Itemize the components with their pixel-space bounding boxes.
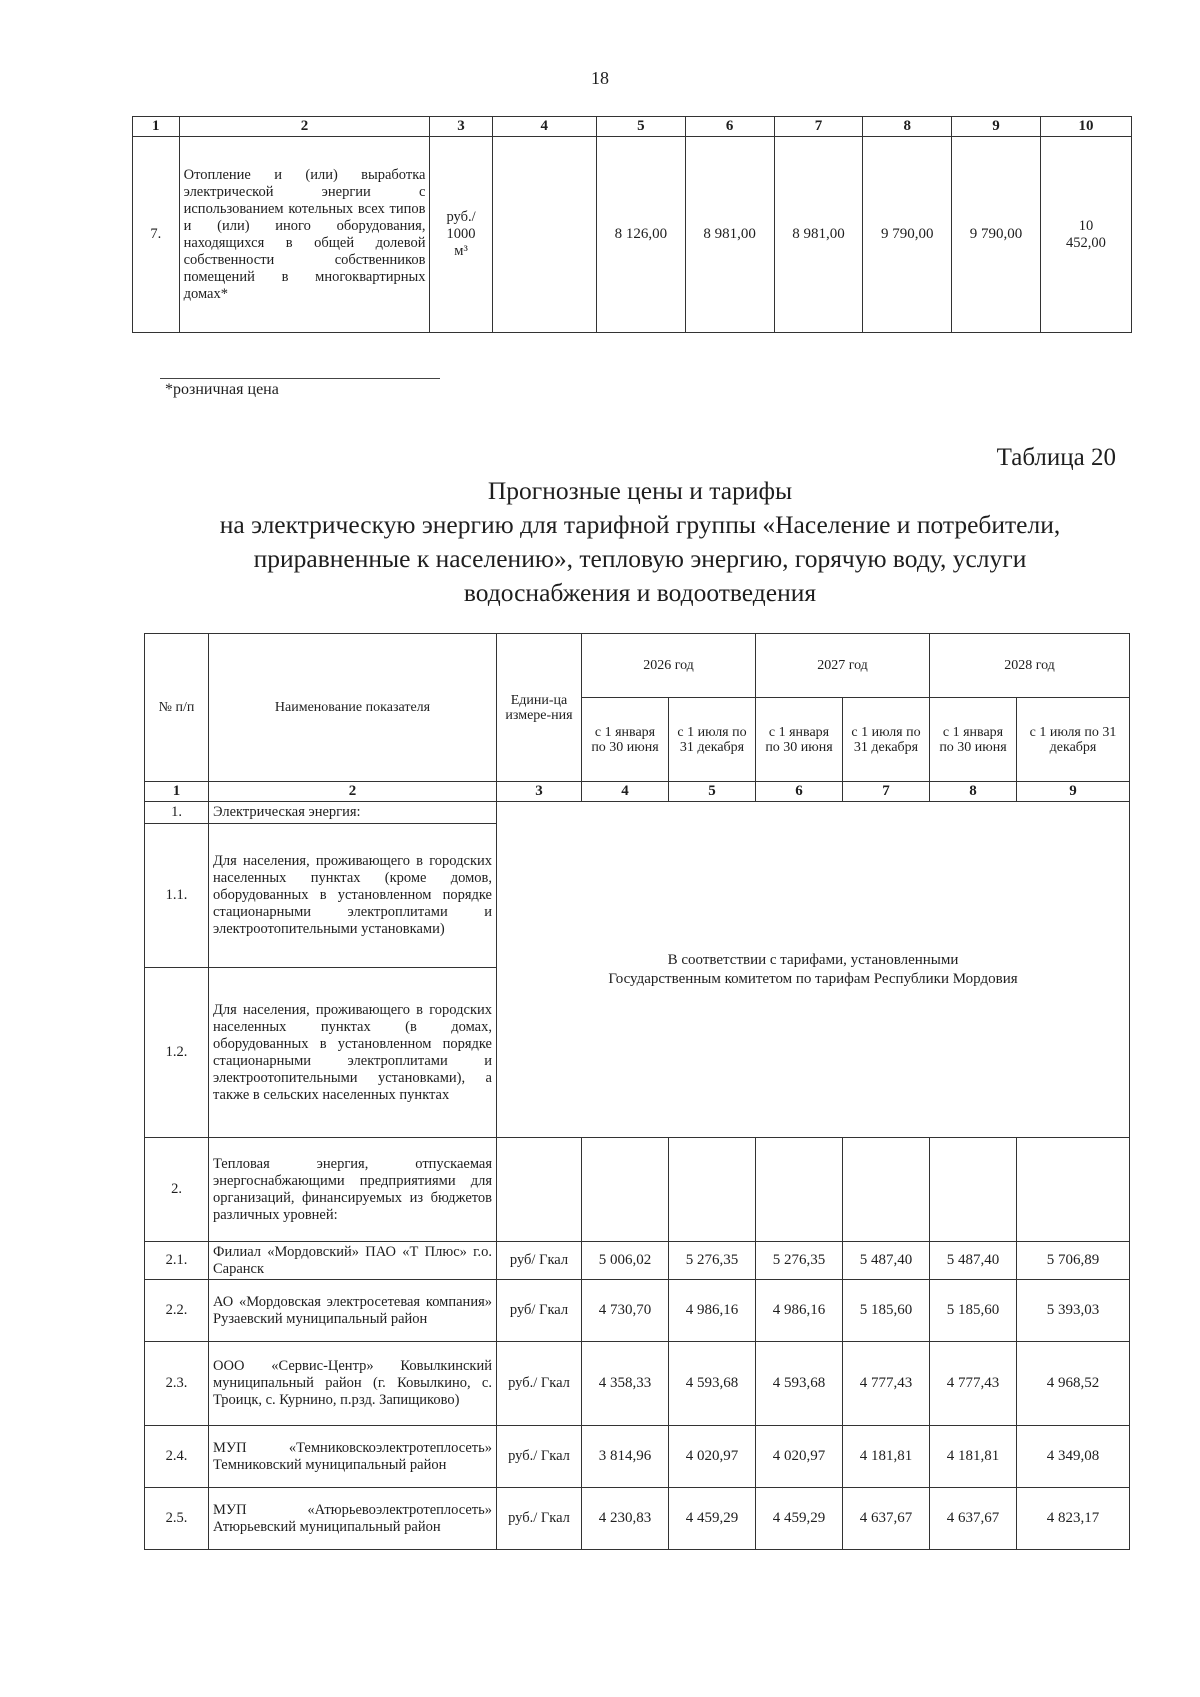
- row-number: 2.: [145, 1138, 209, 1242]
- header-row: [145, 634, 1130, 698]
- cell-value: 5 185,60: [930, 1280, 1017, 1342]
- row-number: 1.2.: [145, 968, 209, 1138]
- row-name: Филиал «Мордовский» ПАО «Т Плюс» г.о. Саранск: [209, 1242, 497, 1280]
- title-line: Прогнозные цены и тарифы: [487, 476, 793, 505]
- table-row: [145, 1426, 1130, 1488]
- note-line: В соответствии с тарифами, установленными: [667, 951, 959, 968]
- row-unit: руб/ Гкал: [497, 1280, 582, 1342]
- cell-value: 8 126,00: [596, 137, 685, 333]
- cell-value: 9 790,00: [863, 137, 952, 333]
- cell-value: 4 968,52: [1017, 1342, 1130, 1426]
- cell-value: 4 020,97: [756, 1426, 843, 1488]
- header-period: с 1 января по 30 июня: [756, 698, 843, 782]
- row-name: ООО «Сервис-Центр» Ковылкинский муниципальный район (г. Ковылкино, с. Троицк, с. Курнино, п.рзд. Запищиково): [209, 1342, 497, 1426]
- col-number: 2: [209, 782, 497, 802]
- page-number: 18: [591, 68, 609, 88]
- cell-value: 4 020,97: [669, 1426, 756, 1488]
- header-num: № п/п: [145, 634, 209, 782]
- empty-cell: [756, 1138, 843, 1242]
- cell-value: 8 981,00: [685, 137, 774, 333]
- cell-value: 5 006,02: [582, 1242, 669, 1280]
- footnote-divider: [160, 378, 440, 379]
- col-number: 1: [145, 782, 209, 802]
- row-unit: руб/ Гкал: [497, 1242, 582, 1280]
- table-row: [145, 1242, 1130, 1280]
- cell-value: 4 637,67: [843, 1488, 930, 1550]
- cell-value: 4 358,33: [582, 1342, 669, 1426]
- cell-value: 4 181,81: [843, 1426, 930, 1488]
- column-number-row: [145, 782, 1130, 802]
- col-number: 7: [774, 117, 863, 137]
- header-unit: Едини-ца измере-ния: [497, 634, 582, 782]
- cell-value: 4 637,67: [930, 1488, 1017, 1550]
- header-period: с 1 января по 30 июня: [582, 698, 669, 782]
- cell-value: 5 487,40: [843, 1242, 930, 1280]
- table-row: [145, 1342, 1130, 1426]
- table-caption: Таблица 20: [996, 444, 1116, 471]
- row-name: Электрическая энергия:: [209, 802, 497, 824]
- cell-value: 4 730,70: [582, 1280, 669, 1342]
- unit-line: м³: [454, 243, 468, 259]
- cell-value: 5 487,40: [930, 1242, 1017, 1280]
- cell-value: 3 814,96: [582, 1426, 669, 1488]
- empty-cell: [1017, 1138, 1130, 1242]
- cell-value: 4 459,29: [669, 1488, 756, 1550]
- cell-value: 4 777,43: [930, 1342, 1017, 1426]
- col-number: 2: [179, 117, 430, 137]
- cell-value: 4 986,16: [756, 1280, 843, 1342]
- row-unit: руб./ Гкал: [497, 1426, 582, 1488]
- empty-cell: [930, 1138, 1017, 1242]
- row-unit: [430, 137, 492, 333]
- value-line: 10: [1078, 217, 1094, 234]
- cell-value: 5 706,89: [1017, 1242, 1130, 1280]
- col-number: 1: [133, 117, 180, 137]
- title-line: водоснабжения и водоотведения: [463, 578, 817, 607]
- empty-cell: [582, 1138, 669, 1242]
- col-number: 5: [596, 117, 685, 137]
- row-name: Для населения, проживающего в городских населенных пунктах (в домах, оборудованных в установленном порядке стационарными электроплитами и электроотопительными установками), а также в сельских населенных пунктах: [209, 968, 497, 1138]
- unit-line: руб./: [446, 209, 476, 225]
- row-name: АО «Мордовская электросетевая компания» Рузаевский муниципальный район: [209, 1280, 497, 1342]
- row-number: 1.1.: [145, 824, 209, 968]
- row-name: Отопление и (или) выработка электрической энергии с использованием котельных всех типов и (или) иного оборудования, находящихся в общей долевой собственности собственников помещений в многоквартирных домах*: [179, 137, 430, 333]
- table-row: [145, 1488, 1130, 1550]
- cell-value: 5 276,35: [669, 1242, 756, 1280]
- cell-value: 5 276,35: [756, 1242, 843, 1280]
- row-number: 2.5.: [145, 1488, 209, 1550]
- col-number: 6: [756, 782, 843, 802]
- empty-cell: [497, 1138, 582, 1242]
- merged-note-cell: [497, 802, 1130, 1138]
- row-unit: руб./ Гкал: [497, 1488, 582, 1550]
- footnote: *розничная цена: [165, 381, 279, 398]
- cell-value: [1040, 137, 1131, 333]
- row-name: МУП «Темниковскоэлектротеплосеть» Темниковский муниципальный район: [209, 1426, 497, 1488]
- col-number: 4: [492, 117, 596, 137]
- col-number: 10: [1040, 117, 1131, 137]
- col-number: 9: [1017, 782, 1130, 802]
- row-number: 2.3.: [145, 1342, 209, 1426]
- empty-cell: [669, 1138, 756, 1242]
- row-name: МУП «Атюрьевоэлектротеплосеть» Атюрьевский муниципальный район: [209, 1488, 497, 1550]
- row-name: Тепловая энергия, отпускаемая энергоснабжающими предприятиями для организаций, финансируемых из бюджетов различных уровней:: [209, 1138, 497, 1242]
- cell-value: [492, 137, 596, 333]
- cell-value: 4 230,83: [582, 1488, 669, 1550]
- col-number: 8: [930, 782, 1017, 802]
- cell-value: 4 349,08: [1017, 1426, 1130, 1488]
- cell-value: 8 981,00: [774, 137, 863, 333]
- table-row: [145, 1280, 1130, 1342]
- row-number: 2.2.: [145, 1280, 209, 1342]
- table-title: [150, 474, 1130, 610]
- col-number: 9: [952, 117, 1041, 137]
- header-year: 2028 год: [930, 634, 1130, 698]
- row-number: 2.4.: [145, 1426, 209, 1488]
- header-period: с 1 июля по 31 декабря: [843, 698, 930, 782]
- unit-line: 1000: [446, 226, 476, 242]
- col-number: 8: [863, 117, 952, 137]
- cell-value: 4 593,68: [756, 1342, 843, 1426]
- value-line: 452,00: [1066, 234, 1106, 251]
- cell-value: 4 459,29: [756, 1488, 843, 1550]
- cell-value: 5 185,60: [843, 1280, 930, 1342]
- cell-value: 4 777,43: [843, 1342, 930, 1426]
- tariff-table: [144, 633, 1130, 1550]
- cell-value: 4 181,81: [930, 1426, 1017, 1488]
- column-number-row: [133, 117, 1132, 137]
- table-row: [145, 1138, 1130, 1242]
- continuation-table: [132, 116, 1132, 333]
- col-number: 3: [497, 782, 582, 802]
- header-period: с 1 июля по 31 декабря: [669, 698, 756, 782]
- cell-value: 4 986,16: [669, 1280, 756, 1342]
- header-period: с 1 января по 30 июня: [930, 698, 1017, 782]
- row-name: Для населения, проживающего в городских населенных пунктах (кроме домов, оборудованных в установленном порядке стационарными электроплитами и электроотопительными установками): [209, 824, 497, 968]
- col-number: 5: [669, 782, 756, 802]
- cell-value: 5 393,03: [1017, 1280, 1130, 1342]
- col-number: 7: [843, 782, 930, 802]
- col-number: 3: [430, 117, 492, 137]
- row-number: 1.: [145, 802, 209, 824]
- row-number: 2.1.: [145, 1242, 209, 1280]
- row-number: 7.: [133, 137, 180, 333]
- note-line: Государственным комитетом по тарифам Республики Мордовия: [608, 970, 1018, 987]
- header-year: 2027 год: [756, 634, 930, 698]
- row-unit: руб./ Гкал: [497, 1342, 582, 1426]
- header-period: с 1 июля по 31 декабря: [1017, 698, 1130, 782]
- table-row: [145, 802, 1130, 824]
- col-number: 6: [685, 117, 774, 137]
- empty-cell: [843, 1138, 930, 1242]
- table-row: [133, 137, 1132, 333]
- title-line: приравненные к населению», тепловую энергию, горячую воду, услуги: [253, 544, 1027, 573]
- cell-value: 4 593,68: [669, 1342, 756, 1426]
- header-year: 2026 год: [582, 634, 756, 698]
- header-name: Наименование показателя: [209, 634, 497, 782]
- col-number: 4: [582, 782, 669, 802]
- cell-value: 9 790,00: [952, 137, 1041, 333]
- title-line: на электрическую энергию для тарифной группы «Население и потребители,: [219, 510, 1061, 539]
- cell-value: 4 823,17: [1017, 1488, 1130, 1550]
